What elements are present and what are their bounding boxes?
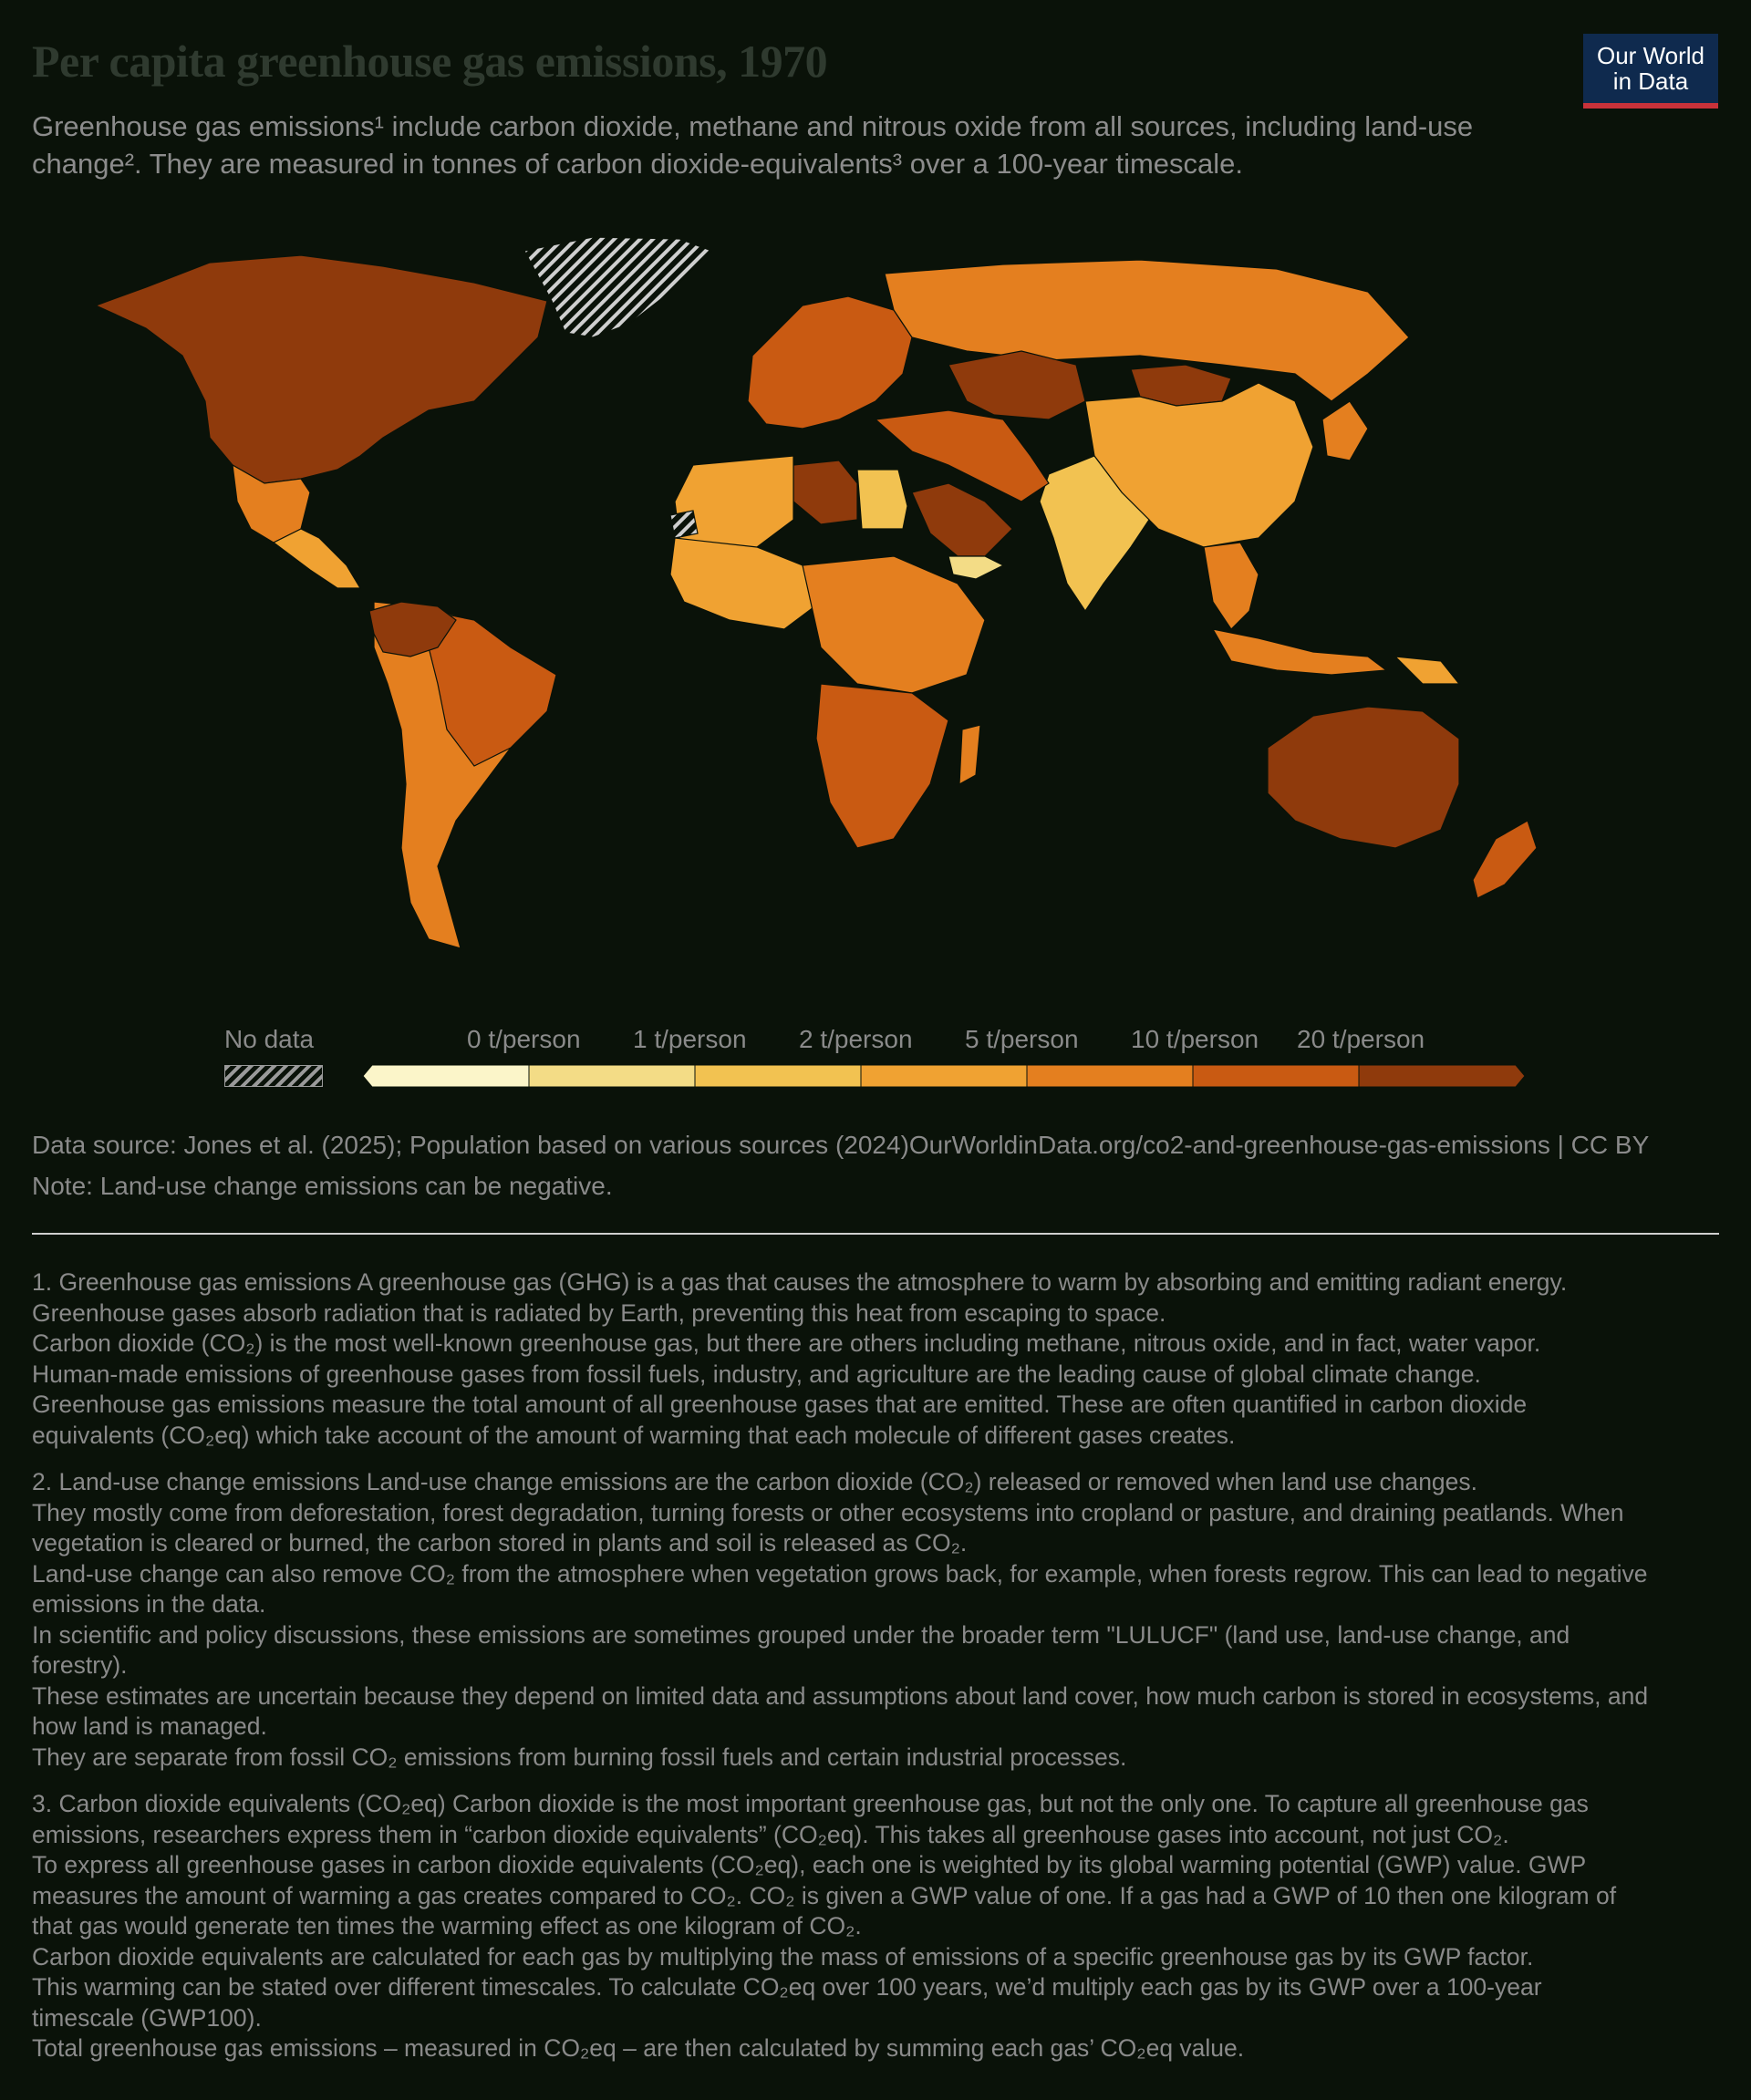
legend-tick-label: 2 t/person (799, 1025, 913, 1053)
country-southern-africa[interactable] (816, 684, 948, 848)
world-map[interactable] (0, 219, 1751, 985)
chart-subtitle: Greenhouse gas emissions¹ include carbon dioxide, methane and nitrous oxide from all sources, including land-use change². They are measured in tonnes of carbon dioxide-equivalents³ over a 100-year timescale. (32, 110, 1474, 180)
legend-color-bar (363, 1065, 1527, 1087)
country-west-africa[interactable] (670, 538, 821, 629)
footnote-line: They are separate from fossil CO₂ emissions from burning fossil fuels and certain industrial processes. (32, 1743, 1127, 1771)
legend-bin-1[interactable] (529, 1065, 695, 1087)
footnote-line: To express all greenhouse gases in carbon dioxide equivalents (CO₂eq), each one is weighted by its global warming potential (GWP) value. GWP (32, 1851, 1587, 1878)
country-central-africa[interactable] (803, 556, 985, 693)
country-central-america[interactable] (274, 529, 360, 588)
legend-bin-5[interactable] (1193, 1065, 1359, 1087)
footnote-line: that gas would generate ten times the warming effect as one kilogram of CO₂. (32, 1912, 862, 1940)
legend-tick-label: 5 t/person (965, 1025, 1079, 1053)
footnote-line: 1. Greenhouse gas emissions A greenhouse gas (GHG) is a gas that causes the atmosphere to warm by absorbing and emitting radiant energy. (32, 1268, 1568, 1296)
legend-tick-label: 0 t/person (467, 1025, 581, 1053)
footnote-line: emissions in the data. (32, 1590, 266, 1618)
country-japan[interactable] (1322, 401, 1368, 460)
footnote-line: Human-made emissions of greenhouse gases from fossil fuels, industry, and agriculture are the leading cause of global climate change. (32, 1360, 1481, 1388)
chart-title: Per capita greenhouse gas emissions, 1970 (32, 36, 828, 87)
footnote-3 (32, 1789, 1728, 2064)
footnote-line: equivalents (CO₂eq) which take account of the amount of warming that each molecule of different gases creates. (32, 1421, 1236, 1449)
footnote-line: Land-use change can also remove CO₂ from the atmosphere when vegetation grows back, for example, when forests regrow. This can lead to negative (32, 1559, 1648, 1588)
footnote-line: forestry). (32, 1651, 128, 1679)
footnote-line: emissions, researchers express them in “carbon dioxide equivalents” (CO₂eq). This takes all greenhouse gases into account, not just CO₂. (32, 1820, 1509, 1848)
divider (32, 1233, 1719, 1235)
source-text: Data source: Jones et al. (2025); Population based on various sources (2024) (32, 1131, 909, 1159)
country-western-sahara[interactable] (670, 511, 698, 538)
legend-bin-6[interactable] (1359, 1065, 1525, 1087)
country-kazakhstan[interactable] (948, 351, 1085, 419)
source-url[interactable]: OurWorldinData.org/co2-and-greenhouse-gas-emissions | CC BY (908, 1131, 1650, 1159)
footnotes (32, 1267, 1728, 2081)
legend-bin-4[interactable] (1027, 1065, 1193, 1087)
country-australia[interactable] (1268, 707, 1459, 848)
world-map-svg (0, 219, 1751, 985)
legend-bin-0[interactable] (363, 1065, 529, 1087)
legend-no-data-swatch[interactable] (224, 1065, 323, 1087)
footnote-line: Total greenhouse gas emissions – measured in CO₂eq – are then calculated by summing each gas’ CO₂eq value. (32, 2034, 1245, 2062)
chart-note: Note: Land-use change emissions can be negative. (32, 1172, 613, 1200)
country-north-america[interactable] (96, 255, 547, 483)
logo-line-2: in Data (1612, 67, 1689, 95)
footnote-line: This warming can be stated over different timescales. To calculate CO₂eq over 100 years, we’d multiply each gas by its GWP over a 100-year (32, 1973, 1542, 2001)
country-indonesia[interactable] (1213, 629, 1386, 675)
footnote-line: vegetation is cleared or burned, the carbon stored in plants and soil is released as CO₂. (32, 1529, 968, 1557)
logo-line-1: Our World (1597, 42, 1704, 69)
legend (0, 1021, 1751, 1094)
footnote-line: They mostly come from deforestation, forest degradation, turning forests or other ecosystems into cropland or pasture, and draining peatlands. When (32, 1498, 1624, 1526)
data-source (32, 1131, 1649, 1160)
footnote-2 (32, 1467, 1728, 1773)
country-europe[interactable] (748, 296, 912, 429)
legend-tick-label: 1 t/person (633, 1025, 747, 1053)
country-saudi-arabia[interactable] (912, 483, 1012, 556)
country-yemen[interactable] (948, 556, 1003, 579)
country-greenland[interactable] (524, 237, 711, 337)
footnote-line: Carbon dioxide equivalents are calculated for each gas by multiplying the mass of emissions of a specific greenhouse gas by its GWP factor. (32, 1942, 1534, 1971)
footnote-line: measures the amount of warming a gas creates compared to CO₂. CO₂ is given a GWP value of one. If a gas had a GWP of 10 then one kilogram of (32, 1881, 1617, 1909)
legend-bin-3[interactable] (861, 1065, 1027, 1087)
footnote-line: how land is managed. (32, 1712, 267, 1740)
country-madagascar[interactable] (959, 725, 980, 784)
footnote-line: timescale (GWP100). (32, 2003, 262, 2032)
country-egypt[interactable] (857, 470, 907, 529)
footnote-line: Greenhouse gases absorb radiation that is radiated by Earth, preventing this heat from escaping to space. (32, 1298, 1166, 1327)
legend-no-data-label: No data (224, 1025, 315, 1053)
legend-bin-2[interactable] (695, 1065, 861, 1087)
country-southeast-asia[interactable] (1204, 543, 1259, 629)
footnote-line: These estimates are uncertain because they depend on limited data and assumptions about land cover, how much carbon is stored in ecosystems, and (32, 1681, 1649, 1710)
footnote-line: 3. Carbon dioxide equivalents (CO₂eq) Carbon dioxide is the most important greenhouse gas, but not the only one. To capture all greenhouse gas (32, 1790, 1589, 1817)
footnote-line: Carbon dioxide (CO₂) is the most well-known greenhouse gas, but there are others including methane, nitrous oxide, and in fact, water vapor. (32, 1329, 1541, 1357)
footnote-line: In scientific and policy discussions, these emissions are sometimes grouped under the broader term "LULUCF" (land use, land-use change, and (32, 1620, 1570, 1649)
owid-logo[interactable] (1583, 34, 1718, 109)
footnote-line: Greenhouse gas emissions measure the total amount of all greenhouse gases that are emitted. These are often quantified in carbon dioxide (32, 1391, 1528, 1418)
legend-tick-label: 20 t/person (1297, 1025, 1425, 1053)
footnote-line: 2. Land-use change emissions Land-use change emissions are the carbon dioxide (CO₂) released or removed when land use changes. (32, 1468, 1478, 1495)
footnote-1 (32, 1267, 1728, 1451)
country-libya[interactable] (793, 460, 857, 524)
country-papua-new-guinea[interactable] (1395, 657, 1459, 684)
legend-tick-label: 10 t/person (1131, 1025, 1259, 1053)
country-new-zealand[interactable] (1473, 821, 1537, 898)
